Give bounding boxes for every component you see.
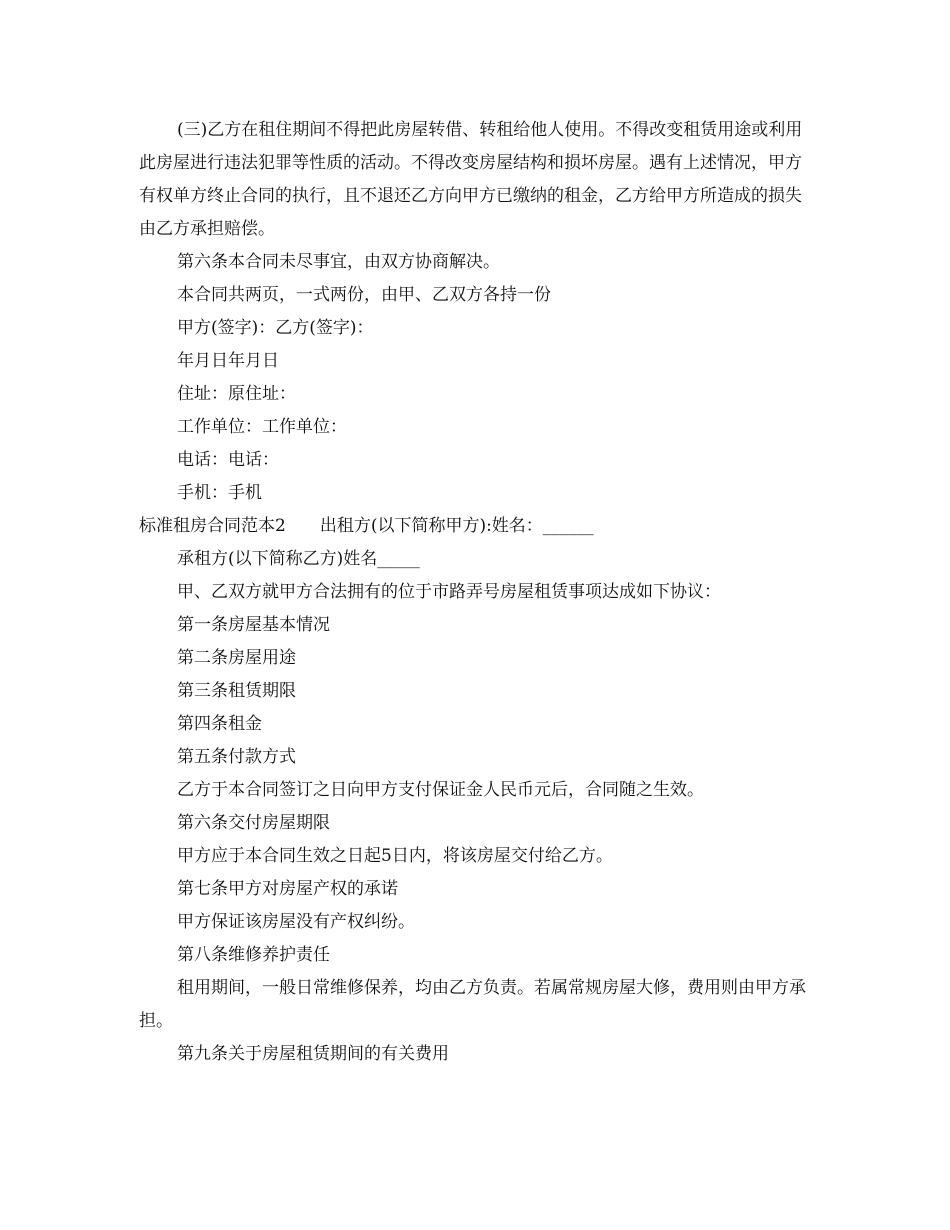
paragraph-article-6: 第六条交付房屋期限 <box>177 813 330 833</box>
paragraph-article-4: 第四条租金 <box>177 714 262 734</box>
paragraph-article-9: 第九条关于房屋租赁期间的有关费用 <box>177 1044 449 1064</box>
paragraph-agreement-intro: 甲、乙双方就甲方合法拥有的位于市路弄号房屋租赁事项达成如下协议： <box>177 582 721 602</box>
paragraph-dates: 年月日年月日 <box>177 351 279 371</box>
paragraph-signatures: 甲方(签字)：乙方(签字)： <box>177 318 374 338</box>
paragraph-article-3: 第三条租赁期限 <box>177 681 296 701</box>
paragraph-article-8: 第八条维修养护责任 <box>177 945 330 965</box>
paragraph-article-7: 第七条甲方对房屋产权的承诺 <box>177 879 398 899</box>
paragraph-deposit: 乙方于本合同签订之日向甲方支付保证金人民币元后，合同随之生效。 <box>177 780 704 800</box>
paragraph-address: 住址：原住址： <box>177 384 296 404</box>
paragraph-clause-3: (三)乙方在租住期间不得把此房屋转借、转租给他人使用。不得改变租赁用途或利用此房屋进行违法犯罪等性质的活动。不得改变房屋结构和损坏房屋。遇有上述情况，甲方有权单方终止合同的执行，且不退还乙方向甲方已缴纳的租金，乙方给甲方所造成的损失由乙方承担赔偿。 <box>139 120 803 239</box>
paragraph-article-6-note: 第六条本合同未尽事宜，由双方协商解决。 <box>177 252 500 272</box>
document-body <box>139 114 811 1071</box>
paragraph-delivery: 甲方应于本合同生效之日起5日内，将该房屋交付给乙方。 <box>177 846 613 866</box>
paragraph-workplace: 工作单位：工作单位： <box>177 417 347 437</box>
paragraph-maintenance: 租用期间，一般日常维修保养，均由乙方负责。若属常规房屋大修，费用则由甲方承担。 <box>139 978 806 1031</box>
paragraph-article-1: 第一条房屋基本情况 <box>177 615 330 635</box>
paragraph-article-2: 第二条房屋用途 <box>177 648 296 668</box>
paragraph-title-guarantee: 甲方保证该房屋没有产权纠纷。 <box>177 912 415 932</box>
paragraph-article-5: 第五条付款方式 <box>177 747 296 767</box>
paragraph-copies: 本合同共两页，一式两份，由甲、乙双方各持一份 <box>177 285 551 305</box>
paragraph-mobile: 手机：手机 <box>177 483 262 503</box>
paragraph-phone: 电话：电话： <box>177 450 279 470</box>
paragraph-template-2-title: 标准租房合同范本2 出租方(以下简称甲方):姓名：______ <box>139 516 594 536</box>
paragraph-lessee-name: 承租方(以下简称乙方)姓名_____ <box>177 549 420 569</box>
